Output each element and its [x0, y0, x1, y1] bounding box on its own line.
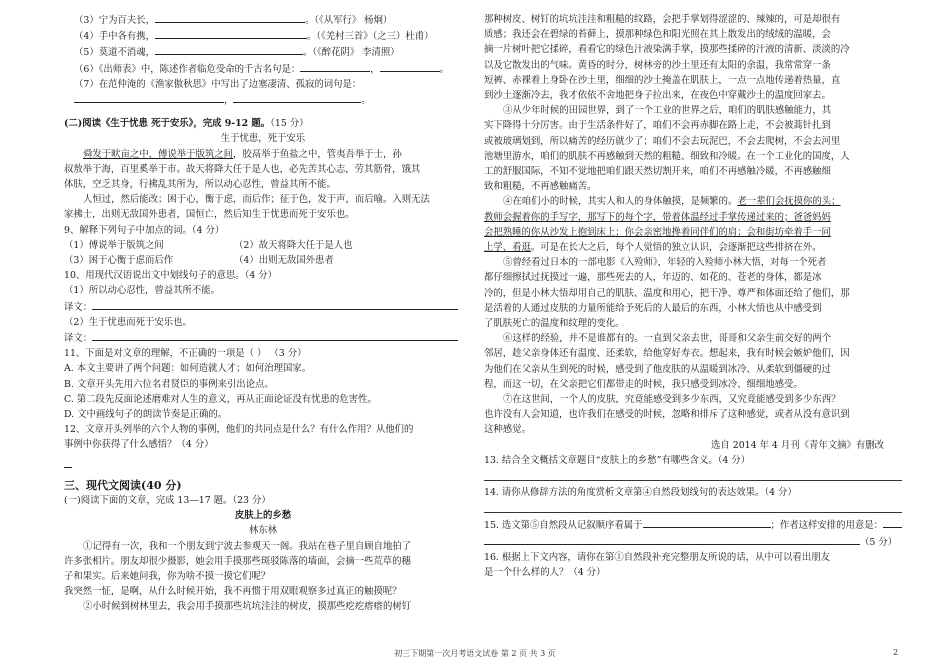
article-paragraph-6: ⑥这样的经验，并不是谁都有的。一直到父亲去世，哥哥和父亲生前交好的两个 [503, 333, 832, 345]
question-10: 10、用现代汉语说出文中划线句子的意思。（4 分） [64, 270, 278, 282]
question-11: 11、下面是对文章的理解，不正确的一项是（ ） （3 分） [64, 348, 307, 360]
answer-blank[interactable] [300, 61, 370, 72]
page-number: 2 [893, 648, 899, 657]
article-paragraph-1: ①记得有一次，我和一个朋友到宁波去参观天一阁。我站在巷子里自顾自地拍了 [83, 540, 412, 552]
question-14: 14. 请你从修辞方法的角度赏析文章第④自然段划线句的表达效果。（4 分） [484, 487, 797, 499]
answer-space[interactable] [64, 453, 462, 475]
answer-blank[interactable] [155, 12, 305, 23]
question-9-row-1: （1）傅说举于版筑之间 （2）故天将降大任于是人也 [64, 239, 353, 251]
article-title: 皮肤上的乡愁 [234, 510, 292, 522]
article-line: 池塘里游水，咱们的肌肤不再感触到天然的粗糙、细致和冷暖。在一个工业化的国度，人 [484, 150, 850, 162]
classical-line: 家拂士，出则无敌国外患者，国恒亡，然后知生于忧患而死于安乐也。 [64, 209, 355, 221]
article-paragraph-4: ④在咱们小的时候，其实人和人的身体触摸，是频繁的。老一辈们会抚摸你的头； [503, 196, 841, 208]
article-line: 质感；我还会在碧绿的苔藓上，摸那种绿色和阳光照在其上散发出的绒绒的温暖，会 [484, 29, 831, 41]
article-author: 林东林 [248, 525, 278, 537]
question-5: （5）莫道不消魂， 。（《醉花阴》 李清照） [64, 44, 462, 60]
question-12: 12、文章开头列举的六个人物的事例，他们的共同点是什么？有什么作用？从他们的 [64, 424, 414, 436]
underlined-sentence: 会把熟睡的你从沙发上抱到床上；你会亲密地搀着同伴们的肩；会和街坊牵着手一同 [484, 226, 831, 238]
answer-blank[interactable] [92, 299, 458, 310]
question-4: （4）手中各有携， 。（《羌村三首》（之三）杜甫） [64, 28, 462, 44]
article-line: 我突然一怔，是啊，从什么时候开始，我不再惯于用双眼观察多过真正的触摸呢？ [64, 586, 402, 598]
article-line: 是活着的人通过皮肤的力量所能给予死后的人最后的东西，小林大悟也从中感受到 [484, 302, 822, 314]
answer-blank[interactable] [92, 330, 458, 341]
article-line: 许多张相片。朋友却很少摄影，她会用手摸那些斑驳陈落的墙面，会摘一些荒草的穗 [64, 555, 411, 567]
article-line: 也许没有人会知道，也许我们在感受的时候，忽略和排斥了这种感觉，或者从没有意识到 [484, 409, 850, 421]
article-line: 实下降得十分厉害。由于生活条件好了，咱们不会再赤脚在路上走，不会被蒿针扎到 [484, 120, 831, 132]
question-12-cont: 事例中你获得了什么感悟？（4 分） [64, 439, 214, 451]
underlined-sentence: 教师会握着你的手写字，那写下的每个字，带着体温经过手掌传递过来的；爸爸妈妈 [484, 211, 831, 223]
question-7: （7）在范仲淹的《渔家傲秋思》中写出了边塞凄清、孤寂的词句是： [74, 78, 362, 90]
question-13: 13. 结合全文概括文章题目“皮肤上的乡愁”有哪些含义。（4 分） [484, 454, 751, 466]
article-line: 这种感觉。 [484, 424, 531, 436]
answer-blank[interactable] [155, 44, 303, 55]
question-9-row-2: （3）困于心衡于虑而后作 （4）出则无敌国外患者 [64, 255, 334, 267]
answer-line[interactable] [484, 500, 902, 513]
section-3-title: 三、现代文阅读(40 分) [64, 478, 182, 492]
article-line: 那种树皮、树钉的坑坑洼洼和粗糙的纹路，会把手掌划得涩涩的、辣辣的，可是却很有 [484, 14, 841, 25]
question-15: 15. 选文第⑤自然段从记叙顺序看属于 ；作者这样安排的用意是： [484, 517, 902, 533]
right-column [484, 12, 902, 580]
article-line: 工的舒服国际，不知不觉地把咱们跟天然切割开来，咱们不再感触冷暖，不再感触细 [484, 166, 831, 178]
question-15-cont: （5 分） [484, 534, 902, 550]
article-line: 都仔细擦拭过抚摸过一遍，那些死去的人，年迈的、如花的、苍老的身体，都是冰 [484, 272, 822, 284]
article-paragraph-5: ⑤曾经看过日本的一部电影《入殓师》，年轻的入殓师小林大悟，对每一个死者 [503, 257, 827, 269]
article-paragraph-7: ⑦在这世间，一个人的皮肤，究竟能感受到多少东西，又究竟能感受到多少东西？ [503, 394, 841, 406]
poem-title: 生于忧患，死于安乐 [220, 133, 306, 145]
article-line: 程，而这一切，在父亲把它们都带走的时候，我只感受到冰冷、细细地感受。 [484, 378, 803, 390]
article-line: 以及它散发出的气味。黄昏的时分，树林旁的沙土里还有太阳的余温，我常常穿一条 [484, 59, 831, 71]
answer-blank[interactable] [155, 28, 307, 39]
article-line: 或被玻璃划到，所以痛苦的经历就少了；咱们不会去玩泥巴，不会去爬树，不会去河里 [484, 135, 841, 147]
answer-blank[interactable] [484, 534, 860, 545]
answer-blank[interactable] [74, 92, 224, 103]
question-10-1: （1）所以动心忍性，曾益其所不能。 [64, 285, 220, 297]
question-7-blanks: ， 。 [64, 92, 462, 108]
question-9: 9、解释下列句子中加点的词。（4 分） [64, 224, 225, 236]
question-16: 16. 根据上下文内容，请你在第①自然段补充完整朋友所说的话，从中可以看出朋友 [484, 551, 831, 563]
classical-line: 叔敖举于海，百里奚举于市。故天将降大任于是人也，必先苦其心志，劳其筋骨，饿其 [64, 163, 421, 175]
option-a: A. 本文主要讲了两个问题：如何造就人才；如何治理国家。 [64, 363, 312, 375]
article-paragraph-3: ③从少年时候的田园世界，到了一个工业的世界之后，咱们的肌肤感触能力，其 [503, 105, 832, 117]
classical-line: 体肤，空乏其身，行拂乱其所为，所以动心忍性，曾益其所不能。 [64, 179, 336, 191]
left-column [64, 12, 462, 615]
question-3: （3）宁为百夫长， 。（《从军行》 杨炯） [64, 12, 462, 28]
question-6: （6）《出师表》中，陈述作者临危受命的千古名句是： ， 。 [64, 61, 462, 77]
article-line: 上学、看逛。可是在长大之后，每个人觉悟的独立认识，会逐渐把这些排挤在外。 [484, 242, 822, 254]
answer-blank[interactable] [233, 92, 361, 103]
article-line: 了肌肤死亡的温度和纹理的变化。 [484, 318, 625, 330]
question-16-cont: 是一个什么样的人？（4 分） [484, 566, 606, 578]
article-line: 短裤、赤裸着上身卧在沙土里，细细的沙土掩盖在肌肤上，一点一点地传递着热量，直 [484, 74, 841, 86]
article-line: 摘一片树叶把它揉碎，看看它的绿色汁液染满手掌，摸那些揉碎的汁液的清新、淡淡的冷 [484, 44, 850, 56]
classical-paragraph-1: 舜发于畎亩之中，傅说举于版筑之间，胶鬲举于鱼盐之中，管夷吾举于士，孙 [83, 148, 402, 160]
answer-blank[interactable] [380, 61, 440, 72]
answer-blank[interactable] [883, 517, 902, 528]
answer-line[interactable] [484, 468, 902, 481]
section-2-title: (二)阅读《生于忧患 死于安乐》，完成 9-12 题。（15 分） [64, 118, 309, 130]
answer-blank[interactable] [643, 517, 771, 528]
translation-line: 译文： [64, 299, 462, 315]
article-source: 选自 2014 年 4 月刊《青年文摘》有删改 [711, 439, 884, 451]
article-line: 子和果实。后来她问我，你为啥不摸一摸它们呢？ [64, 570, 271, 582]
article-line: 冷的，但是小林大悟却用自己的肌肤、温度和用心，把干净、尊严和体面还给了他们，那 [484, 287, 850, 299]
option-d: D. 文中画线句子的朗读节奏是正确的。 [64, 409, 228, 421]
option-c: C. 第二段先反面论述磨难对人生的意义，再从正面论证没有忧患的危害性。 [64, 393, 377, 405]
article-line: 到沙土逐渐冷去，我才依依不舍地把身子拉出来，在夜色中穿戴沙土的温度回家去。 [484, 90, 831, 102]
article-paragraph-2: ②小时候到树林里去，我会用手摸那些坑坑洼洼的树皮，摸那些疙疙瘩瘩的树钉 [83, 601, 412, 613]
question-10-2: （2）生于忧患而死于安乐也。 [64, 316, 192, 328]
article-line: 为他们在父亲从生到死的时候，感受到了他皮肤的从温暖到冰冷、从柔软到僵硬的过 [484, 363, 831, 375]
subsection-1: (一)阅读下面的文章，完成 13—17 题。（23 分） [64, 494, 271, 506]
article-line: 邻居，趁父亲身体还有温度、还柔软，给他穿好寿衣。想起来，我有时候会嫉妒他们，因 [484, 348, 850, 360]
classical-paragraph-2: 人恒过，然后能改；困于心，衡于虑，而后作；征于色，发于声，而后喻。入则无法 [83, 194, 430, 206]
translation-line: 译文： [64, 330, 462, 346]
option-b: B. 文章开头先用六位名君贤臣的事例来引出论点。 [64, 378, 274, 390]
page-footer: 初三下期第一次月考语文试卷 第 2 页 共 3 页 [394, 649, 556, 658]
article-line: 致和粗糙，不再感触痛苦。 [484, 181, 597, 193]
